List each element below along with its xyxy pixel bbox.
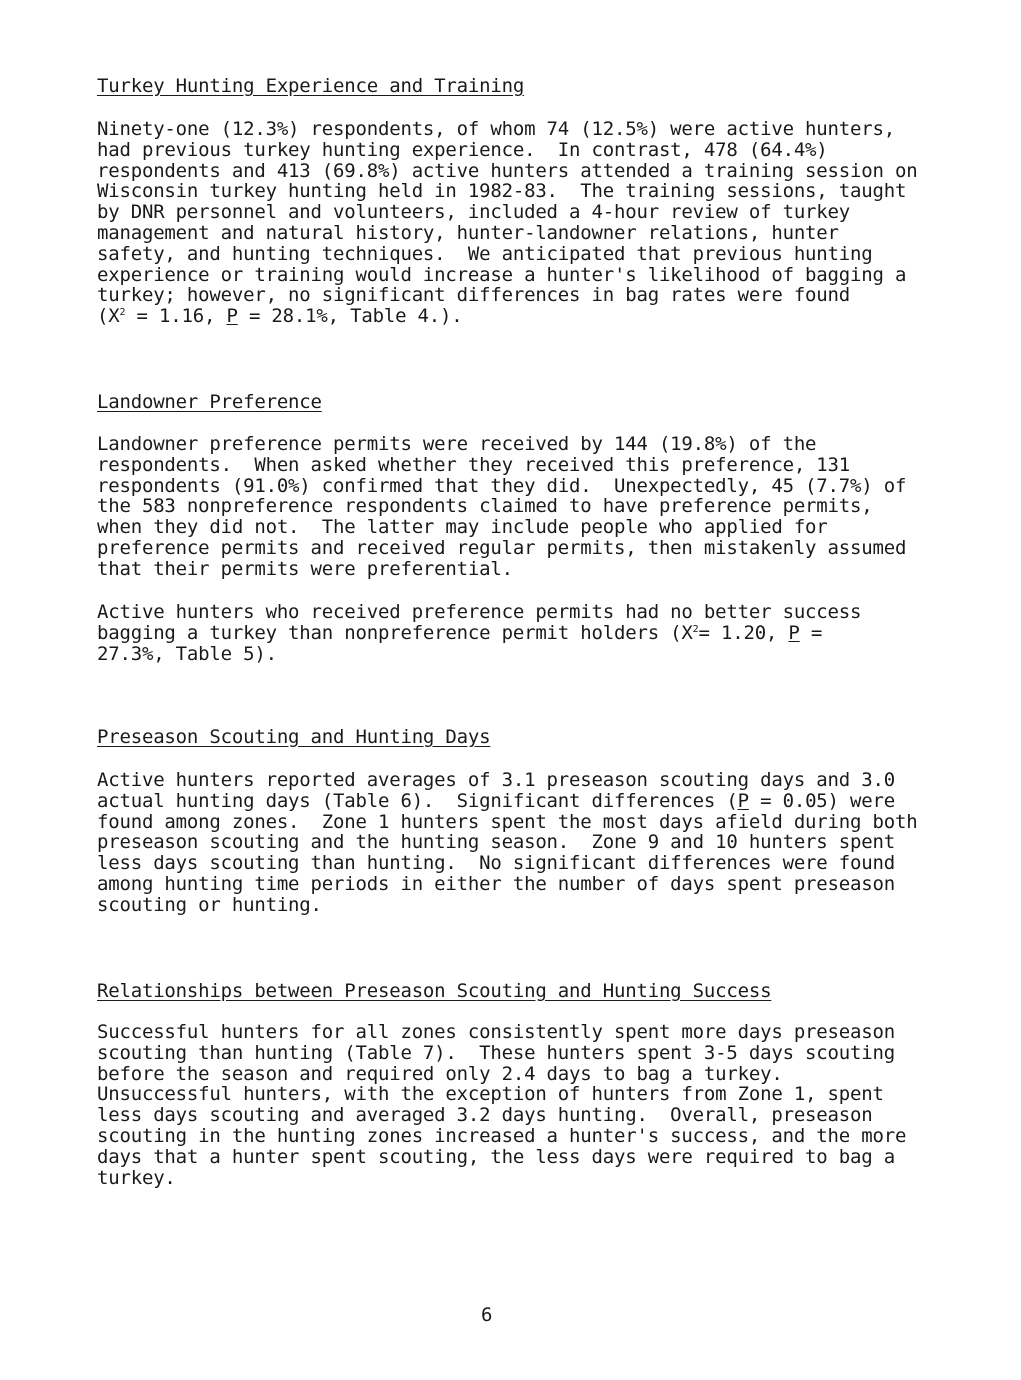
text-line: respondents and 413 (69.8%) active hunters attended a training session on <box>97 159 918 182</box>
section-heading-preseason-scouting: Preseason Scouting and Hunting Days <box>97 726 491 748</box>
text-line: before the season and required only 2.4 days to bag a turkey. <box>97 1062 783 1085</box>
text-line: found among zones. Zone 1 hunters spent the most days afield during both <box>97 810 918 833</box>
text-line <box>97 791 917 812</box>
text-line: respondents (91.0%) confirmed that they did. Unexpectedly, 45 (7.7%) of <box>97 474 907 497</box>
text-line: Unsuccessful hunters, with the exception of hunters from Zone 1, spent <box>97 1083 884 1106</box>
text-line: experience or training would increase a hunter's likelihood of bagging a <box>97 263 907 286</box>
text-line: Wisconsin turkey hunting held in 1982-83. The training sessions, taught <box>97 180 907 203</box>
text-line: safety, and hunting techniques. We anticipated that previous hunting <box>97 242 873 265</box>
text-line <box>97 623 861 644</box>
text-fragment: bagging a turkey than nonpreference permit holders (X <box>97 621 693 644</box>
text-line: Landowner preference permits were received by 144 (19.8%) of the <box>97 433 817 455</box>
paragraph-experience-training <box>97 119 917 327</box>
text-fragment: actual hunting days (Table 6). Significant differences ( <box>97 789 738 812</box>
text-line: that their permits were preferential. <box>97 557 513 580</box>
text-line: the 583 nonpreference respondents claimed to have preference permits, <box>97 495 873 518</box>
text-line: less days scouting than hunting. No significant differences were found <box>97 852 895 875</box>
p-symbol: P <box>788 621 800 644</box>
text-line: preseason scouting and the hunting season. Zone 9 and 10 hunters spent <box>97 831 895 854</box>
text-line: management and natural history, hunter-landowner relations, hunter <box>97 221 839 244</box>
text-line: turkey; however, no significant differences in bag rates were found <box>97 284 851 307</box>
text-line: Ninety-one (12.3%) respondents, of whom 74 (12.5%) were active hunters, <box>97 118 895 140</box>
text-line: turkey. <box>97 1166 176 1189</box>
text-fragment: = <box>799 621 823 644</box>
p-symbol: P <box>226 305 238 328</box>
text-line: days that a hunter spent scouting, the less days were required to bag a <box>97 1145 895 1168</box>
text-line: among hunting time periods in either the number of days spent preseason <box>97 872 895 895</box>
paragraph-scouting-success <box>97 1022 906 1188</box>
text-fragment: (X <box>97 305 120 328</box>
superscript: 2 <box>692 623 699 635</box>
text-fragment: = 1.20, <box>698 621 789 644</box>
p-symbol: P <box>737 789 749 812</box>
text-fragment: = 1.16, <box>125 305 227 328</box>
text-line <box>97 306 917 327</box>
text-line: 27.3%, Table 5). <box>97 642 277 665</box>
text-line: by DNR personnel and volunteers, included a 4-hour review of turkey <box>97 201 851 224</box>
text-line: Active hunters who received preference permits had no better success <box>97 601 862 623</box>
paragraph-landowner-permits <box>97 434 906 580</box>
text-line: had previous turkey hunting experience. In contrast, 478 (64.4%) <box>97 138 828 161</box>
page-number: 6 <box>481 1304 493 1326</box>
section-heading-turkey-hunting-experience: Turkey Hunting Experience and Training <box>97 75 525 97</box>
superscript: 2 <box>119 307 126 319</box>
text-line: less days scouting and averaged 3.2 days hunting. Overall, preseason <box>97 1104 873 1127</box>
text-fragment: = 0.05) were <box>748 789 895 812</box>
text-line: scouting in the hunting zones increased a hunter's success, and the more <box>97 1124 907 1147</box>
text-line: respondents. When asked whether they received this preference, 131 <box>97 453 851 476</box>
text-line: when they did not. The latter may include people who applied for <box>97 516 828 539</box>
text-line: scouting than hunting (Table 7). These hunters spent 3-5 days scouting <box>97 1041 895 1064</box>
text-line: scouting or hunting. <box>97 893 322 916</box>
section-heading-scouting-success: Relationships between Preseason Scouting and Hunting Success <box>97 980 772 1002</box>
text-fragment: = 28.1%, Table 4.). <box>237 305 463 328</box>
text-line: preference permits and received regular permits, then mistakenly assumed <box>97 536 907 559</box>
text-line: Successful hunters for all zones consistently spent more days preseason <box>97 1021 895 1043</box>
section-heading-landowner-preference: Landowner Preference <box>97 391 322 413</box>
paragraph-preference-success <box>97 602 861 664</box>
text-line: Active hunters reported averages of 3.1 preseason scouting days and 3.0 <box>97 769 895 791</box>
paragraph-scouting-hunting-days <box>97 770 917 916</box>
